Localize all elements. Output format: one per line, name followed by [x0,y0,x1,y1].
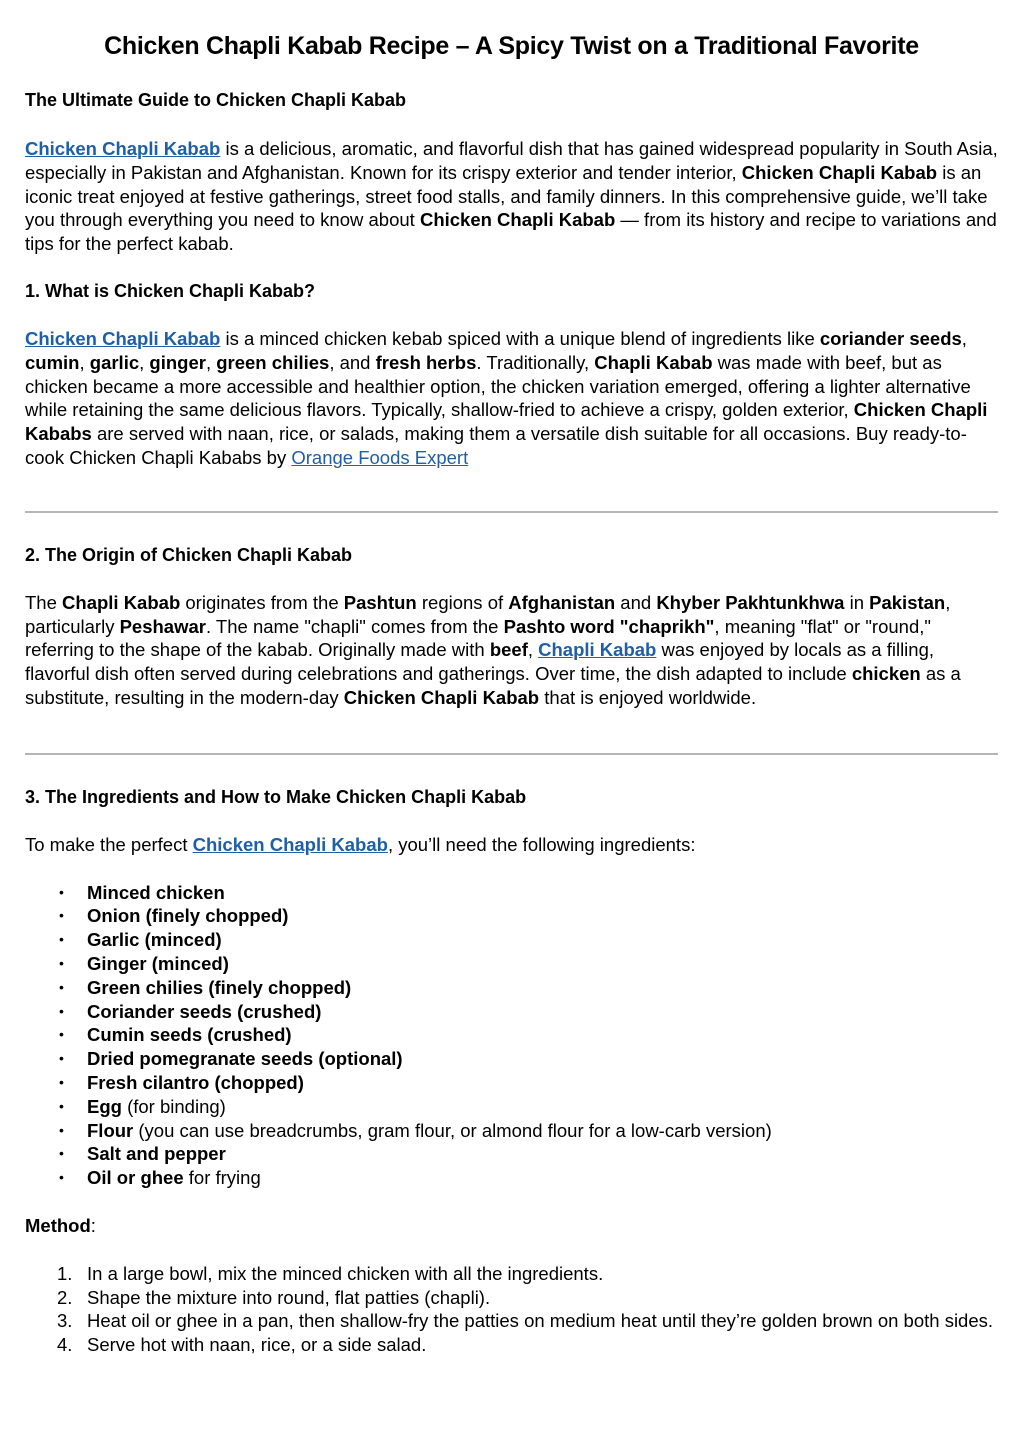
chicken-chapli-kabab-link[interactable]: Chicken Chapli Kabab [192,833,388,855]
section-1-heading: 1. What is Chicken Chapli Kabab? [25,280,316,301]
section-3-heading: 3. The Ingredients and How to Make Chicken Chapli Kabab [25,786,527,807]
list-item: • Cumin seeds (crushed) [59,1024,292,1046]
section-2-heading: 2. The Origin of Chicken Chapli Kabab [25,544,353,565]
list-item: • Coriander seeds (crushed) [59,1000,322,1022]
list-item: • Onion (finely chopped) [59,905,289,927]
chicken-chapli-kabab-link[interactable]: Chicken Chapli Kabab [25,138,221,159]
intro-paragraph: Chicken Chapli Kabab is a delicious, aromatic, and flavorful dish that has gained widespread popularity in South Asia, especially in Pakistan and Afghanistan. Known for its crispy exterior and tender interior, Chicken Chapli Kabab is an iconic treat enjoyed at festive gatherings, street food stalls, and family dinners. In this comprehensive guide, we’ll take you through everything you need to know about Chicken Chapli Kabab — from its history and recipe to variations and tips for the perfect kabab. [25,138,998,255]
section-1-paragraph: Chicken Chapli Kabab is a minced chicken kebab spiced with a unique blend of ingredients like coriander seeds, cumin, garlic, ginger, green chilies, and fresh herbs. Traditionally, Chapli Kabab was made with beef, but as chicken became a more accessible and healthier option, the chicken variation emerged, offering a lighter alternative while retaining the same delicious flavors. Typically, shallow-fried to achieve a crispy, golden exterior, Chicken Chapli Kababs are served with naan, rice, or salads, making them a versatile dish suitable for all occasions. Buy ready-to-cook Chicken Chapli Kababs by Orange Foods Expert [25,327,988,468]
list-item: • Egg (for binding) [59,1095,226,1117]
list-item: • Minced chicken [59,881,225,903]
page-title: Chicken Chapli Kabab Recipe – A Spicy Twist on a Traditional Favorite [104,32,919,60]
method-list [25,1262,998,1357]
method-label: Method: [25,1214,96,1236]
section-3-intro: To make the perfect Chicken Chapli Kabab, you’ll need the following ingredients: [25,833,696,855]
chapli-kabab-link[interactable]: Chapli Kabab [538,639,657,661]
orange-foods-expert-link[interactable]: Orange Foods Expert [291,446,469,468]
list-item: 3. Heat oil or ghee in a pan, then shallow-fry the patties on medium heat until they’re golden brown on both sides. [57,1310,994,1332]
list-item: 2. Shape the mixture into round, flat patties (chapli). [57,1286,491,1308]
list-item: • Salt and pepper [59,1143,226,1165]
list-item: • Fresh cilantro (chopped) [59,1071,304,1093]
section-2-paragraph: The Chapli Kabab originates from the Pashtun regions of Afghanistan and Khyber Pakhtunkhwa in Pakistan, particularly Peshawar. The name "chapli" comes from the Pashto word "chaprikh", meaning "flat" or "round," referring to the shape of the kabab. Originally made with beef, Chapli Kabab was enjoyed by locals as a filling, flavorful dish often served during celebrations and gatherings. Over time, the dish adapted to include chicken as a substitute, resulting in the modern-day Chicken Chapli Kabab that is enjoyed worldwide. [25,591,961,708]
intro-heading: The Ultimate Guide to Chicken Chapli Kabab [25,90,407,110]
list-item: • Garlic (minced) [59,929,222,951]
chicken-chapli-kabab-link[interactable]: Chicken Chapli Kabab [25,327,221,349]
list-item: 1. In a large bowl, mix the minced chicken with all the ingredients. [57,1262,604,1284]
list-item: • Flour (you can use breadcrumbs, gram flour, or almond flour for a low-carb version) [59,1119,772,1141]
list-item: • Ginger (minced) [59,952,229,974]
list-item: 4. Serve hot with naan, rice, or a side salad. [57,1334,427,1356]
list-item: • Oil or ghee for frying [59,1167,261,1189]
ingredients-list [25,881,998,1190]
list-item: • Dried pomegranate seeds (optional) [59,1048,403,1070]
list-item: • Green chilies (finely chopped) [59,976,352,998]
